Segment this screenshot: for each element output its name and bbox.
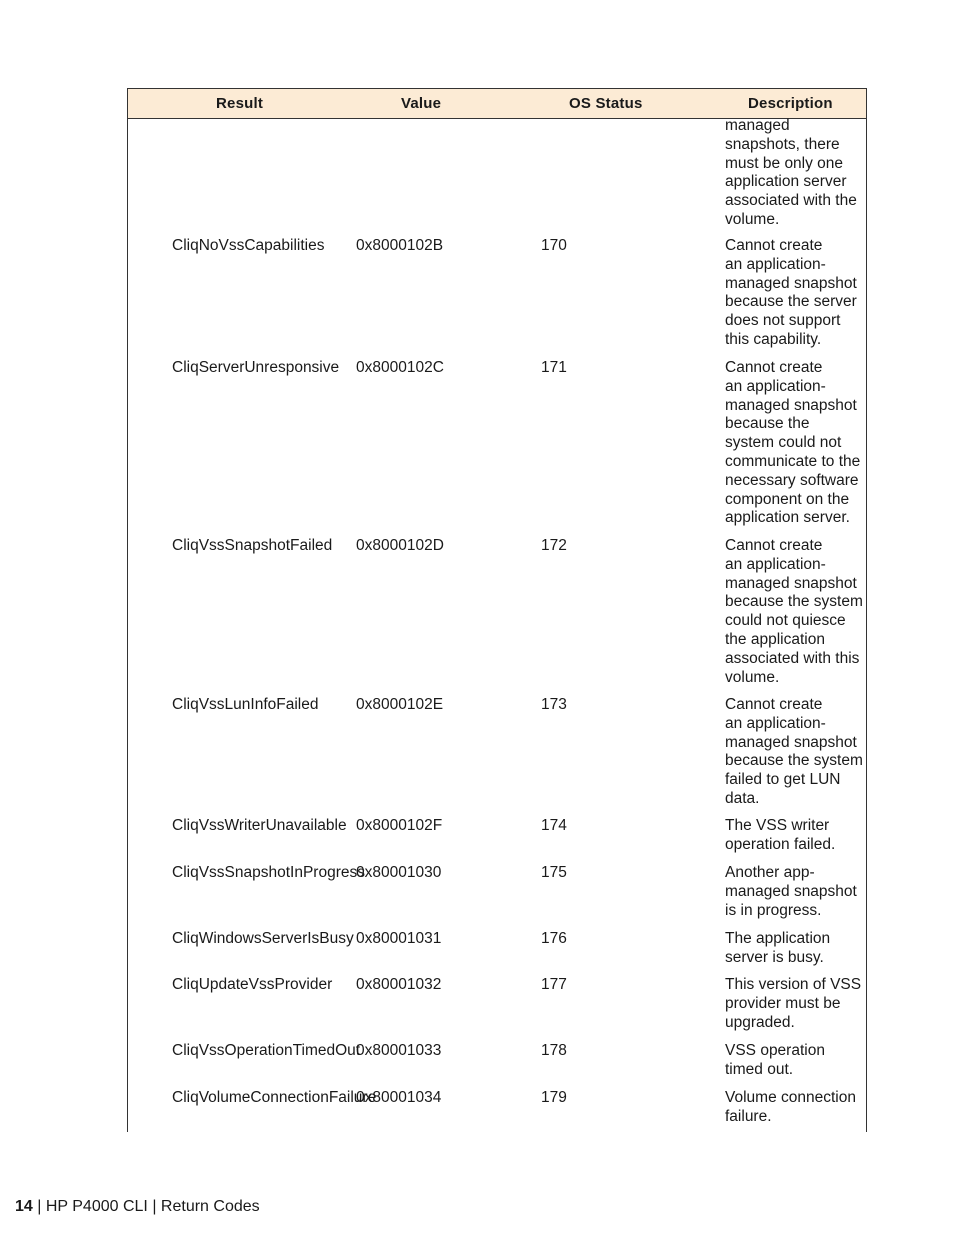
description-cell: Volume connection failure. bbox=[725, 1089, 856, 1125]
header-value: Value bbox=[401, 95, 442, 112]
result-cell: CliqNoVssCapabilities bbox=[172, 237, 325, 254]
description-cell: VSS operation timed out. bbox=[725, 1042, 825, 1078]
header-os-status: OS Status bbox=[569, 95, 643, 112]
description-cell: Cannot create an application- managed snapshot because the system failed to get LUN data. bbox=[725, 696, 863, 807]
page-footer bbox=[15, 1196, 260, 1218]
result-cell: CliqUpdateVssProvider bbox=[172, 976, 333, 993]
os-status-cell: 173 bbox=[541, 696, 567, 713]
os-status-cell: 170 bbox=[541, 237, 567, 254]
value-cell: 0x80001033 bbox=[356, 1042, 442, 1059]
os-status-cell: 177 bbox=[541, 976, 567, 993]
header-description: Description bbox=[748, 95, 833, 112]
value-cell: 0x8000102F bbox=[356, 817, 443, 834]
value-cell: 0x8000102B bbox=[356, 237, 444, 254]
page-number: 14 bbox=[15, 1198, 33, 1215]
value-cell: 0x80001034 bbox=[356, 1089, 442, 1106]
result-cell: CliqVolumeConnectionFailure bbox=[172, 1089, 377, 1106]
result-cell: CliqVssLunInfoFailed bbox=[172, 696, 319, 713]
footer-separator: | bbox=[152, 1198, 157, 1215]
value-cell: 0x80001031 bbox=[356, 930, 442, 947]
return-codes-table bbox=[127, 88, 867, 1132]
os-status-cell: 174 bbox=[541, 817, 567, 834]
os-status-cell: 179 bbox=[541, 1089, 567, 1106]
result-cell: CliqWindowsServerIsBusy bbox=[172, 930, 354, 947]
description-cell: managed snapshots, there must be only one application server associated with the volume. bbox=[725, 117, 857, 228]
result-cell: CliqVssOperationTimedOut bbox=[172, 1042, 361, 1059]
os-status-cell: 175 bbox=[541, 864, 567, 881]
description-cell: Another app- managed snapshot is in progress. bbox=[725, 864, 857, 919]
footer-separator: | bbox=[37, 1198, 42, 1215]
os-status-cell: 176 bbox=[541, 930, 567, 947]
description-cell: This version of VSS provider must be upgraded. bbox=[725, 976, 862, 1031]
description-cell: The application server is busy. bbox=[725, 930, 831, 966]
footer-product: HP P4000 CLI bbox=[45, 1198, 148, 1215]
value-cell: 0x80001032 bbox=[356, 976, 442, 993]
os-status-cell: 178 bbox=[541, 1042, 567, 1059]
footer-section: Return Codes bbox=[160, 1198, 260, 1215]
os-status-cell: 172 bbox=[541, 537, 567, 554]
header-result: Result bbox=[216, 95, 264, 112]
result-cell: CliqVssSnapshotFailed bbox=[172, 537, 333, 554]
result-cell: CliqVssWriterUnavailable bbox=[172, 817, 347, 834]
result-cell: CliqServerUnresponsive bbox=[172, 359, 340, 376]
description-cell: Cannot create an application- managed snapshot because the server does not support this capability. bbox=[725, 237, 857, 348]
description-cell: Cannot create an application- managed snapshot because the system could not quiesce the application associated with this volume. bbox=[725, 537, 863, 686]
table-header bbox=[128, 88, 866, 119]
description-cell: The VSS writer operation failed. bbox=[725, 817, 836, 853]
value-cell: 0x8000102C bbox=[356, 359, 444, 376]
value-cell: 0x80001030 bbox=[356, 864, 442, 881]
value-cell: 0x8000102E bbox=[356, 696, 444, 713]
os-status-cell: 171 bbox=[541, 359, 567, 376]
description-cell: Cannot create an application- managed snapshot because the system could not communicate to the necessary software component on the application server. bbox=[725, 359, 861, 527]
value-cell: 0x8000102D bbox=[356, 537, 444, 554]
result-cell: CliqVssSnapshotInProgress bbox=[172, 864, 365, 881]
